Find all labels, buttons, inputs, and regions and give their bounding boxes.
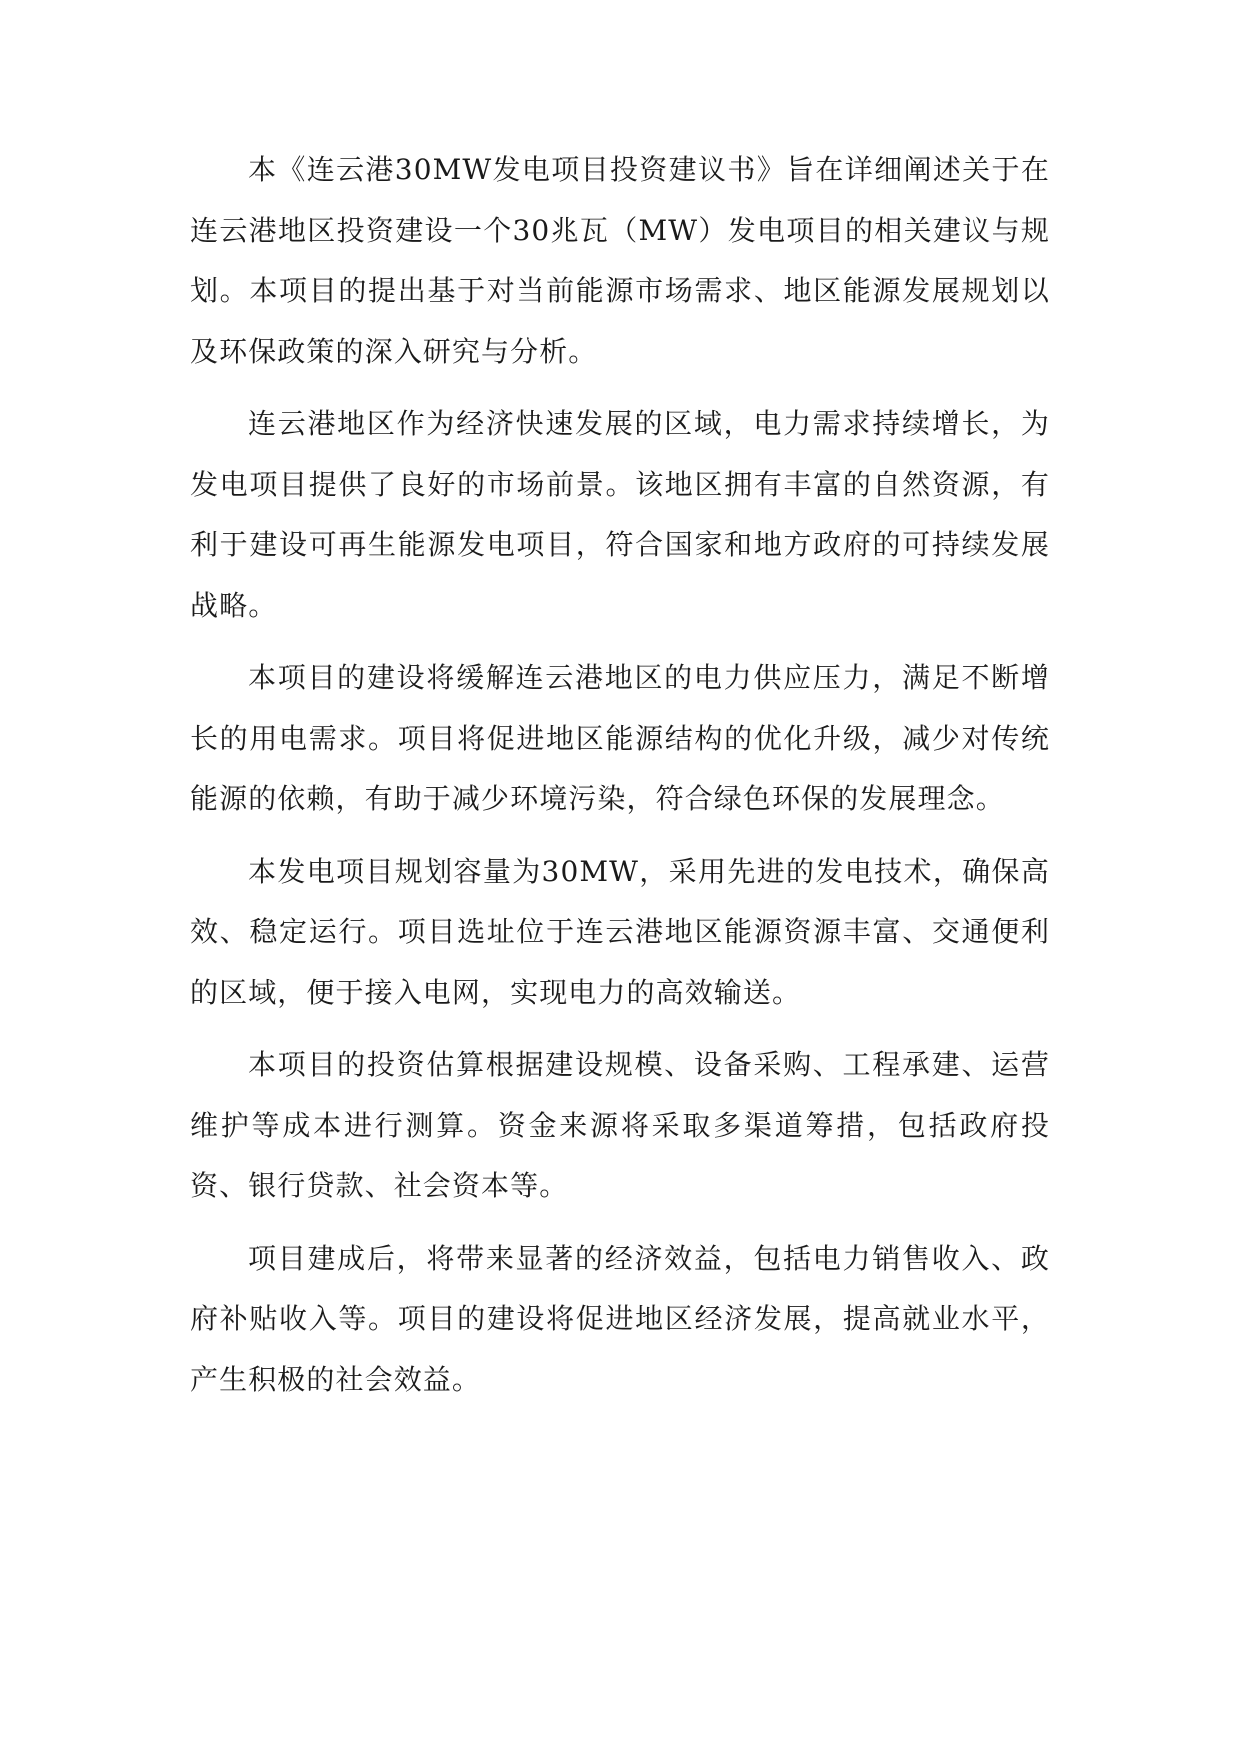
paragraph-investment-estimate: 本项目的投资估算根据建设规模、设备采购、工程承建、运营维护等成本进行测算。资金来源将采取多渠道筹措，包括政府投资、银行贷款、社会资本等。 xyxy=(190,1048,1050,1202)
paragraph-market-outlook: 连云港地区作为经济快速发展的区域，电力需求持续增长，为发电项目提供了良好的市场前景。该地区拥有丰富的自然资源，有利于建设可再生能源发电项目，符合国家和地方政府的可持续发展战略。 xyxy=(190,407,1050,622)
paragraph-introduction: 本《连云港30MW发电项目投资建议书》旨在详细阐述关于在连云港地区投资建设一个30兆瓦（MW）发电项目的相关建议与规划。本项目的提出基于对当前能源市场需求、地区能源发展规划以及环保政策的深入研究与分析。 xyxy=(190,153,1050,368)
document-body xyxy=(190,140,1050,1422)
paragraph-project-capacity: 本发电项目规划容量为30MW，采用先进的发电技术，确保高效、稳定运行。项目选址位于连云港地区能源资源丰富、交通便利的区域，便于接入电网，实现电力的高效输送。 xyxy=(190,854,1050,1009)
paragraph-project-significance: 本项目的建设将缓解连云港地区的电力供应压力，满足不断增长的用电需求。项目将促进地区能源结构的优化升级，减少对传统能源的依赖，有助于减少环境污染，符合绿色环保的发展理念。 xyxy=(190,661,1050,815)
paragraph-benefits: 项目建成后，将带来显著的经济效益，包括电力销售收入、政府补贴收入等。项目的建设将促进地区经济发展，提高就业水平，产生积极的社会效益。 xyxy=(190,1241,1050,1396)
